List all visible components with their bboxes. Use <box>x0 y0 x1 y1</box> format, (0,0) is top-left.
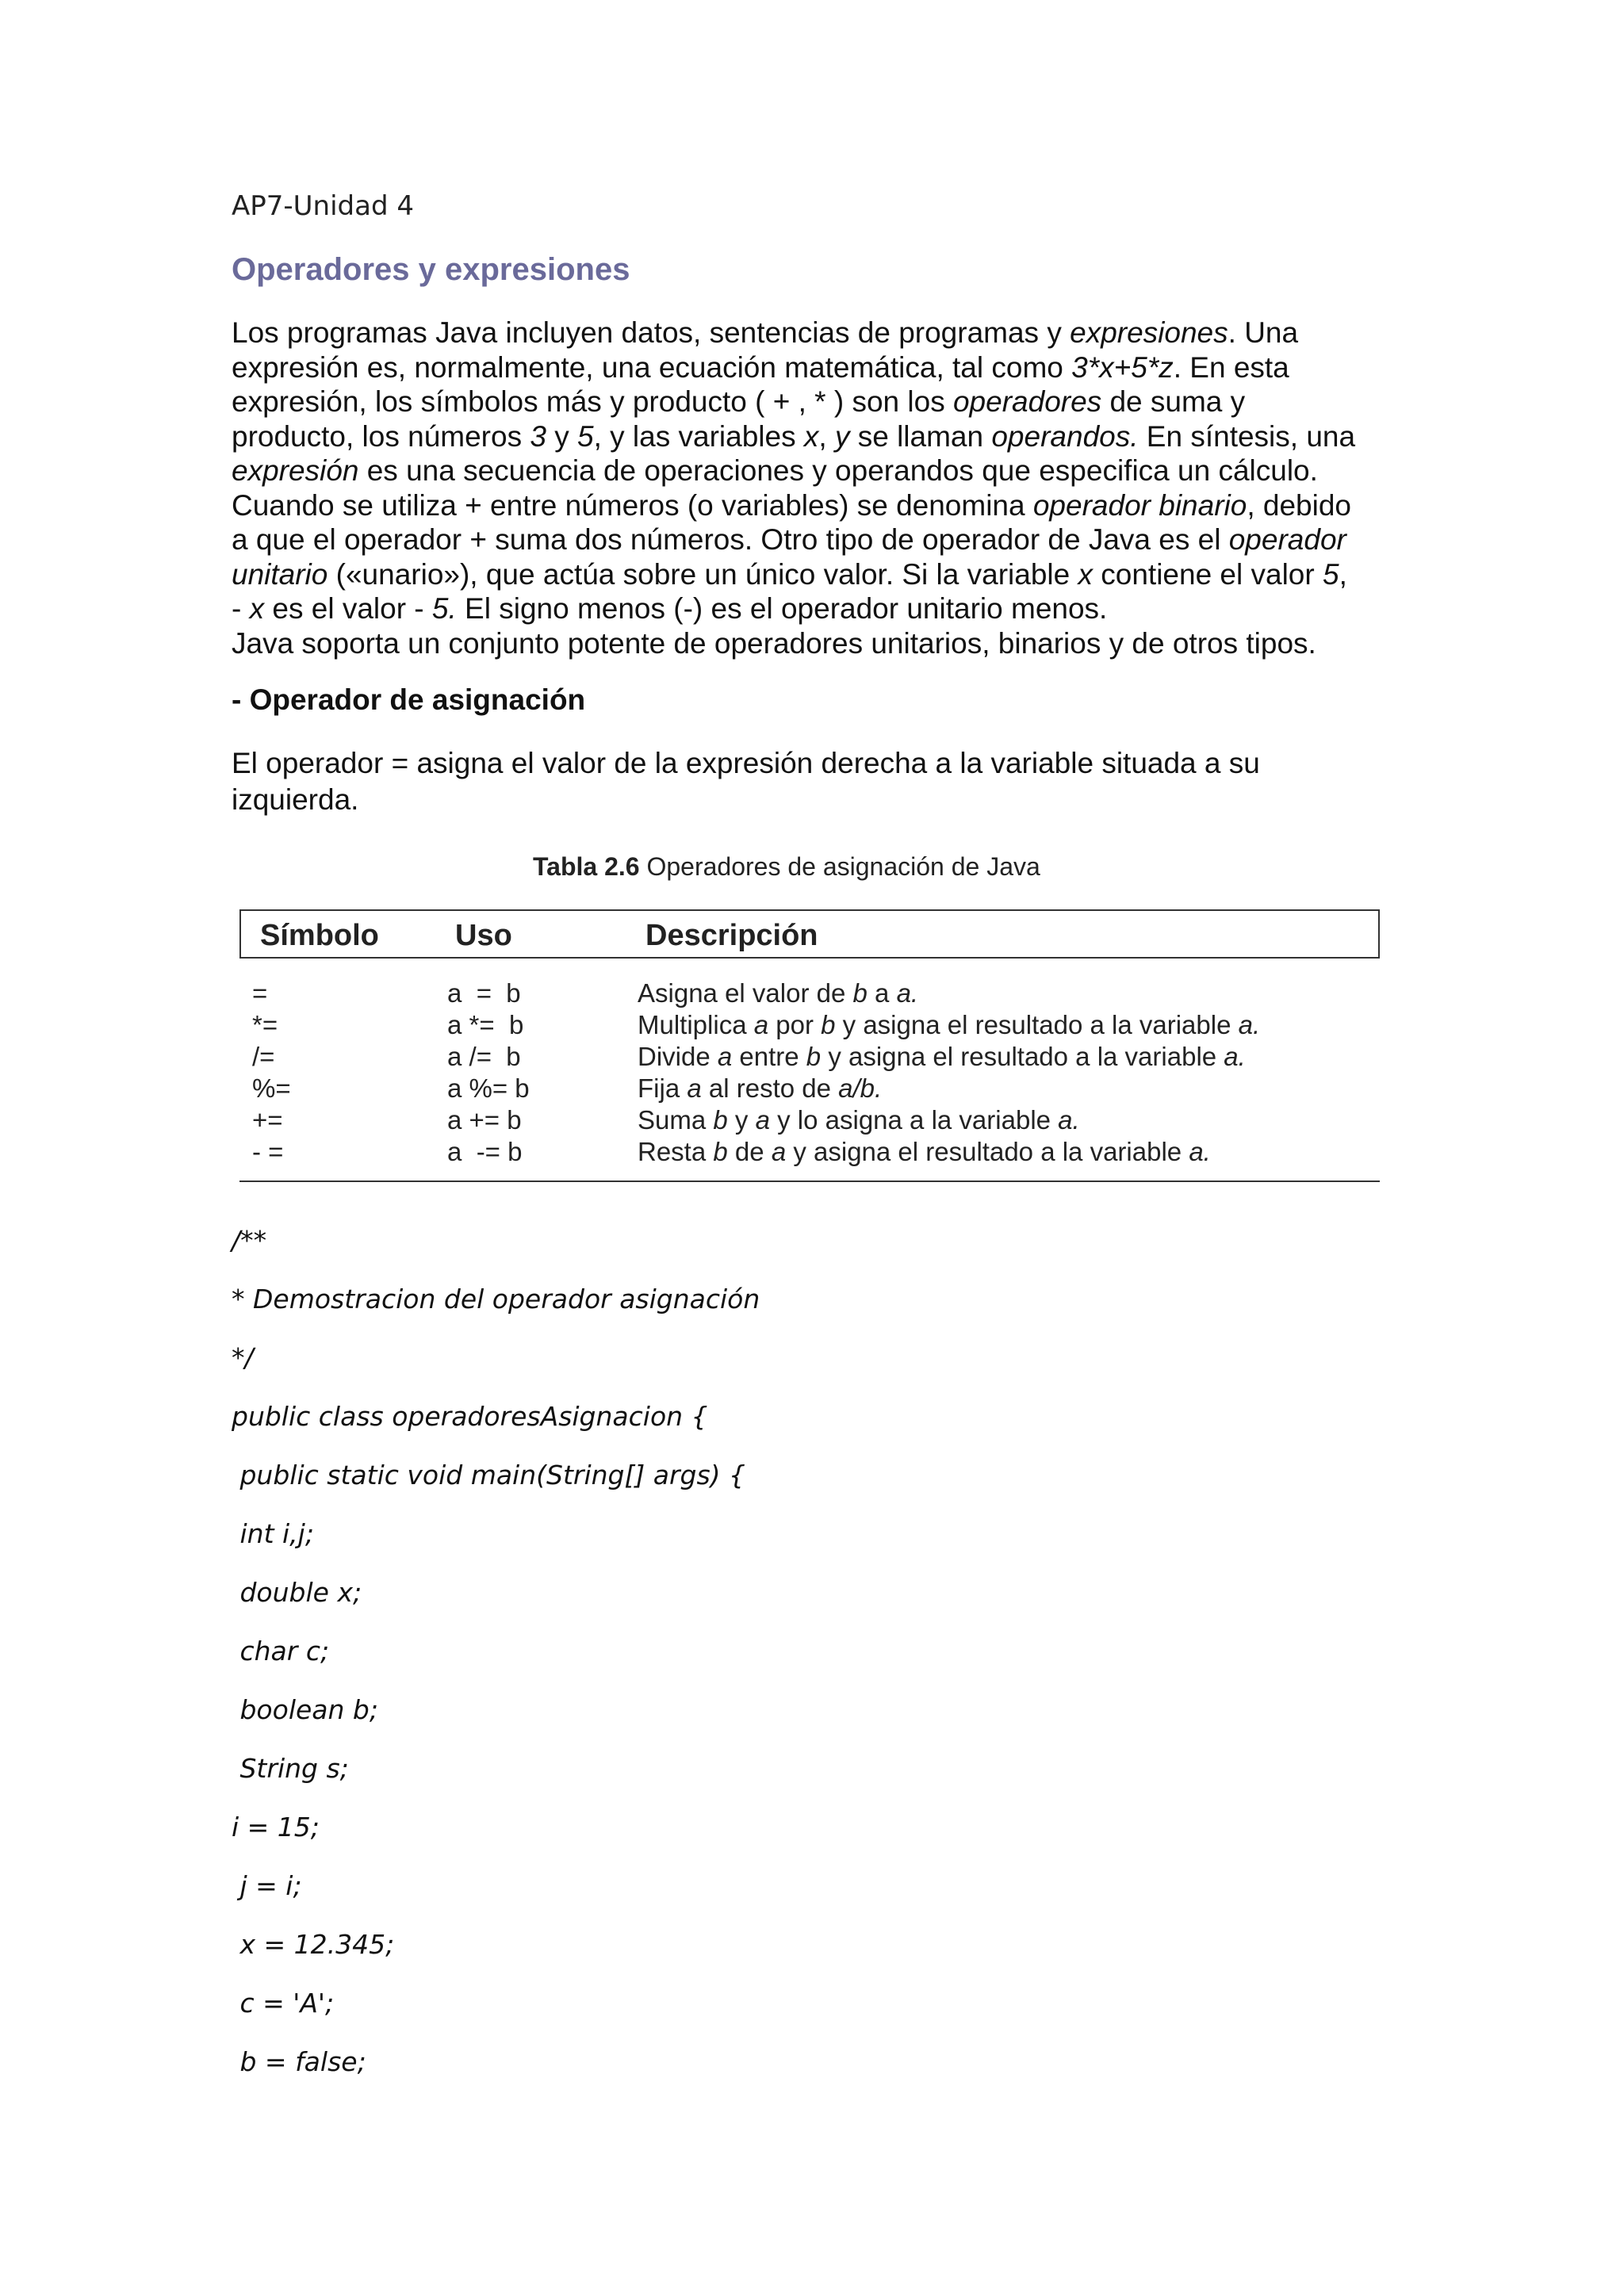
subheading-assignment: - Operador de asignación <box>232 683 586 716</box>
code-line: int i,j; <box>232 1518 314 1549</box>
code-line: public static void main(String[] args) { <box>232 1460 746 1490</box>
code-line: b = false; <box>232 2046 366 2077</box>
code-line: double x; <box>232 1577 362 1608</box>
table-header <box>239 909 1380 959</box>
table-row: *= a *= b Multiplica a por b y asigna el resultado a la variable a. <box>252 1010 1261 1039</box>
table-row: /= a /= b Divide a entre b y asigna el resultado a la variable a. <box>252 1042 1246 1071</box>
intro-line: producto, los números 3 y 5, y las variables x, y se llaman operandos. En síntesis, una <box>232 419 1356 453</box>
intro-line: expresión es una secuencia de operaciones y operandos que especifica un cálculo. <box>232 454 1318 487</box>
table-row: - = a -= b Resta b de a y asigna el resultado a la variable a. <box>252 1137 1211 1166</box>
intro-line: expresión es, normalmente, una ecuación matemática, tal como 3*x+5*z. En esta <box>232 350 1289 384</box>
code-line: * Demostracion del operador asignación <box>232 1284 760 1314</box>
intro-line: Cuando se utiliza + entre números (o variables) se denomina operador binario, debido <box>232 488 1351 522</box>
code-line: j = i; <box>232 1870 302 1901</box>
code-listing <box>232 1225 760 2105</box>
code-line: String s; <box>232 1753 349 1784</box>
header-simbolo: Símbolo <box>260 919 379 952</box>
table-body <box>239 978 1380 1169</box>
intro-line: a que el operador + suma dos números. Otro tipo de operador de Java es el operador <box>232 523 1346 556</box>
table-row: = a = b Asigna el valor de b a a. <box>252 978 919 1008</box>
header-descripcion: Descripción <box>645 919 818 952</box>
table-bottom-rule <box>239 1181 1380 1182</box>
table-row: %= a %= b Fija a al resto de a/b. <box>252 1073 883 1103</box>
intro-line: Los programas Java incluyen datos, sentencias de programas y expresiones. Una <box>232 316 1299 349</box>
assignment-description: El operador = asigna el valor de la expresión derecha a la variable situada a su izquierda. <box>232 747 1260 816</box>
table-row: += a += b Suma b y a y lo asigna a la variable a. <box>252 1105 1080 1135</box>
code-line: boolean b; <box>232 1694 378 1725</box>
section-title: Operadores y expresiones <box>232 252 630 287</box>
intro-line: Java soporta un conjunto potente de operadores unitarios, binarios y de otros tipos. <box>232 626 1316 660</box>
page-header: AP7-Unidad 4 <box>232 190 414 222</box>
code-line: */ <box>232 1342 254 1373</box>
code-line: c = 'A'; <box>232 1988 335 2019</box>
code-line: public class operadoresAsignacion { <box>232 1401 708 1432</box>
code-line: char c; <box>232 1636 330 1667</box>
code-line: /** <box>232 1225 267 1256</box>
intro-paragraph <box>232 316 1389 660</box>
code-line: x = 12.345; <box>232 1929 395 1960</box>
header-uso: Uso <box>455 919 512 952</box>
code-line: i = 15; <box>232 1812 320 1843</box>
table-caption: Tabla 2.6 Operadores de asignación de Java <box>533 852 1040 881</box>
intro-line: unitario («unario»), que actúa sobre un único valor. Si la variable x contiene el valor 5, <box>232 557 1347 591</box>
intro-line: expresión, los símbolos más y producto ( + , * ) son los operadores de suma y <box>232 385 1246 418</box>
intro-line: - x es el valor - 5. El signo menos (-) es el operador unitario menos. <box>232 592 1108 625</box>
